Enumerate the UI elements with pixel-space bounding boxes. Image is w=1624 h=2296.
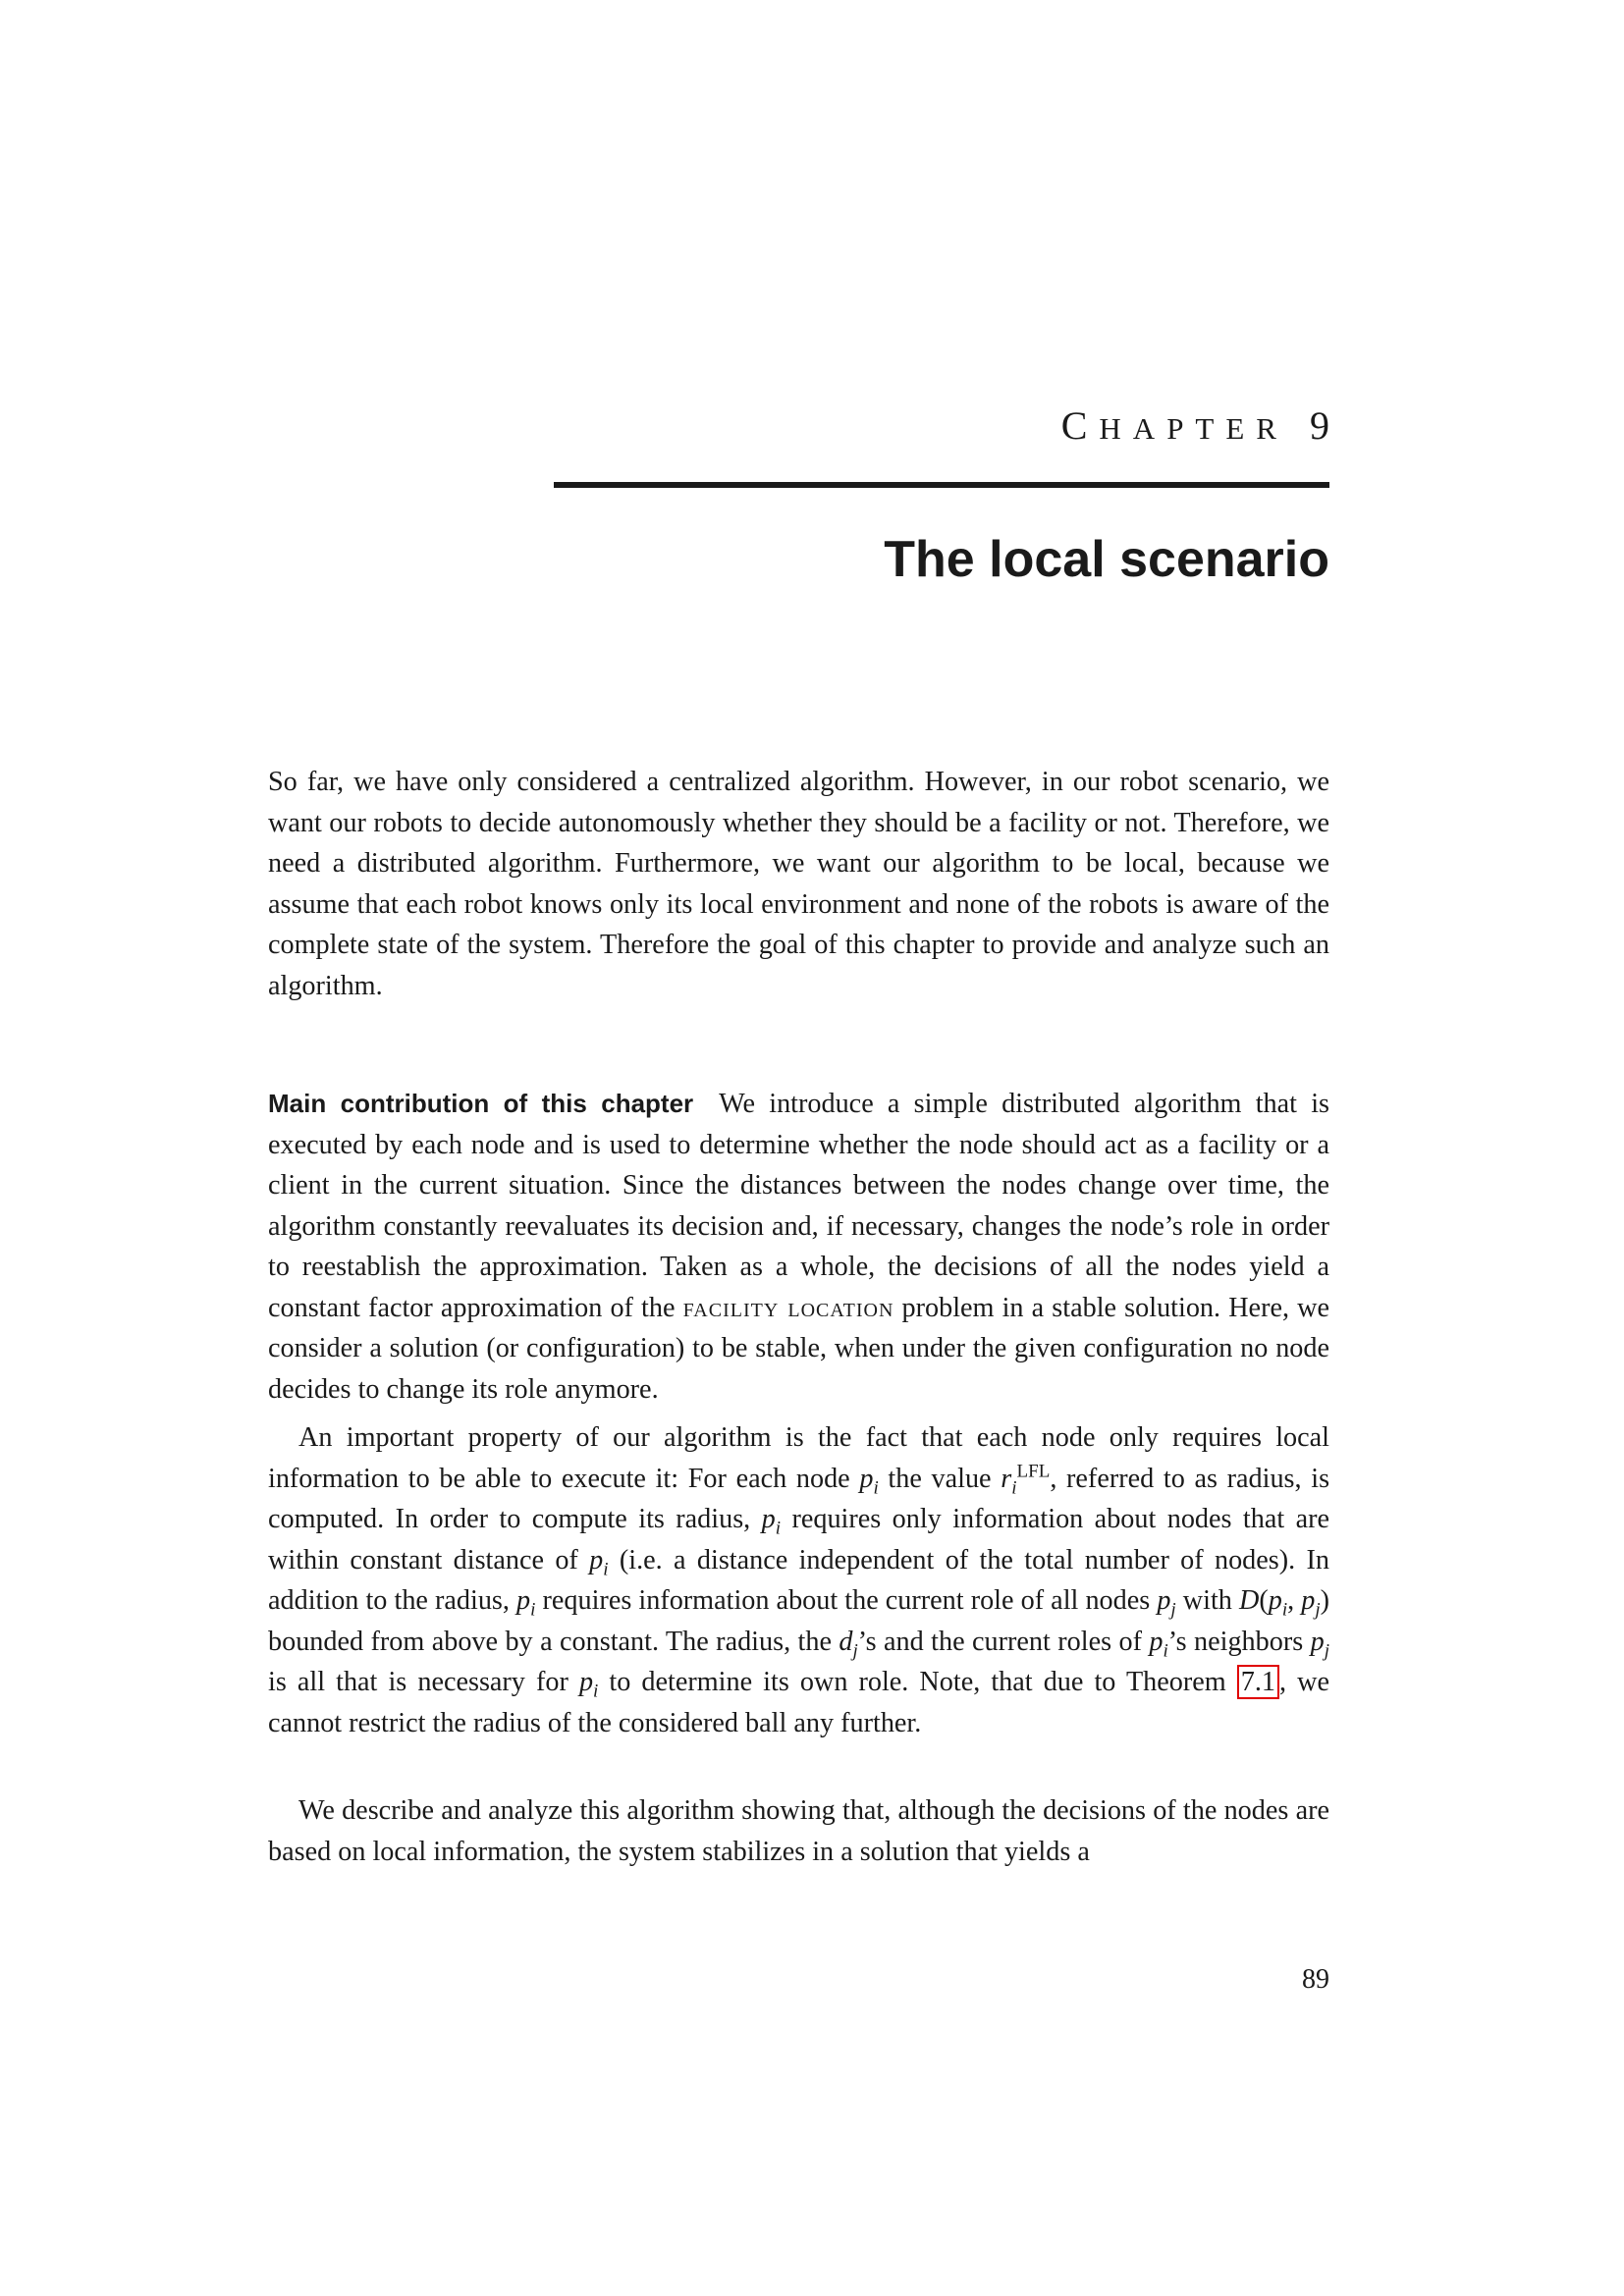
chapter-rule bbox=[554, 482, 1329, 488]
property-text-11: is all that is necessary for bbox=[268, 1667, 568, 1697]
property-paragraph bbox=[268, 1417, 1329, 1743]
property-text-7: with bbox=[1182, 1585, 1232, 1616]
intro-paragraph: So far, we have only considered a centralized algorithm. However, in our robot scenario, we want our robots to decide autonomously whether they should be a facility or not. Therefore, we need a distributed algorithm. Furthermore, we want our algorithm to be local, because we assume that each robot knows only its local environment and none of the robots is aware of the complete state of the system. Therefore the goal of this chapter to provide and analyze such an algorithm. bbox=[268, 767, 1329, 1001]
property-text-9: ’s and the current roles of bbox=[857, 1626, 1142, 1657]
property-text-6: requires information about the current role of all nodes bbox=[542, 1585, 1151, 1616]
math-distance: $D(p_i$, $p_j$) bbox=[1239, 1585, 1330, 1621]
math-ri-lfl: $r_i$ bbox=[1001, 1463, 1017, 1499]
property-text-4: requires only information about nodes that are within constant distance of bbox=[268, 1504, 1330, 1575]
facility-location-term: facility location bbox=[682, 1292, 894, 1323]
property-text-2: the value bbox=[888, 1463, 992, 1494]
property-text-13: , we cannot restrict the radius of the considered ball any further. bbox=[268, 1667, 1330, 1738]
contribution-text-2: problem in a stable solution. Here, we consider a solution (or configuration) to be stable, when under the given configuration no node decides to change its role anymore. bbox=[268, 1292, 1330, 1405]
contribution-heading: Main contribution of this chapter bbox=[268, 1089, 694, 1118]
math-pi: $p_i$ bbox=[589, 1544, 609, 1580]
math-pj: $p_j$ bbox=[1310, 1626, 1330, 1662]
chapter-label-initial: C bbox=[1060, 403, 1100, 448]
contribution-text-1: We introduce a simple distributed algorithm that is executed by each node and is used to determine whether the node should act as a facility or a client in the current situation. Since the distances between the nodes change over time, the algorithm constantly reevaluates its decision and, if necessary, changes the node’s role in order to reestablish the approximation. Taken as a whole, the decisions of all the nodes yield a constant factor approximation of the bbox=[268, 1089, 1329, 1323]
theorem-ref-link[interactable]: 7.1 bbox=[1237, 1665, 1279, 1699]
chapter-number: 9 bbox=[1310, 403, 1341, 448]
property-text-5: (i.e. a distance independent of the total number of nodes). In addition to the radius, bbox=[268, 1544, 1329, 1616]
math-pi: $p_i$ bbox=[761, 1504, 782, 1539]
property-text-3: , referred to as radius, is computed. In order to compute its radius, bbox=[268, 1463, 1330, 1534]
property-text-12: to determine its own role. Note, that due to Theorem bbox=[609, 1667, 1226, 1697]
page-number: 89 bbox=[1302, 1964, 1329, 1995]
chapter-label bbox=[1061, 402, 1341, 449]
chapter-title: The local scenario bbox=[884, 531, 1329, 588]
math-pj: $p_j$ bbox=[1157, 1585, 1176, 1621]
property-text-10: ’s neighbors bbox=[1167, 1626, 1304, 1657]
math-pi: $p_i$ bbox=[1149, 1626, 1168, 1662]
math-pi: $p_i$ bbox=[859, 1463, 879, 1499]
math-pi: $p_i$ bbox=[578, 1667, 599, 1702]
contribution-paragraph bbox=[268, 1084, 1329, 1410]
property-text-8: bounded from above by a constant. The radius, the bbox=[268, 1626, 832, 1657]
math-sup-lfl: LFL bbox=[1016, 1461, 1051, 1482]
describe-paragraph: We describe and analyze this algorithm showing that, although the decisions of the nodes are based on local information, the system stabilizes in a solution that yields a bbox=[268, 1795, 1329, 1867]
property-text-1: An important property of our algorithm is the fact that each node only requires local information to be able to execute it: For each node bbox=[268, 1422, 1329, 1494]
math-pi: $p_i$ bbox=[516, 1585, 536, 1621]
chapter-label-rest: HAPTER bbox=[1099, 411, 1288, 446]
math-dj: $d_j$ bbox=[839, 1626, 858, 1662]
